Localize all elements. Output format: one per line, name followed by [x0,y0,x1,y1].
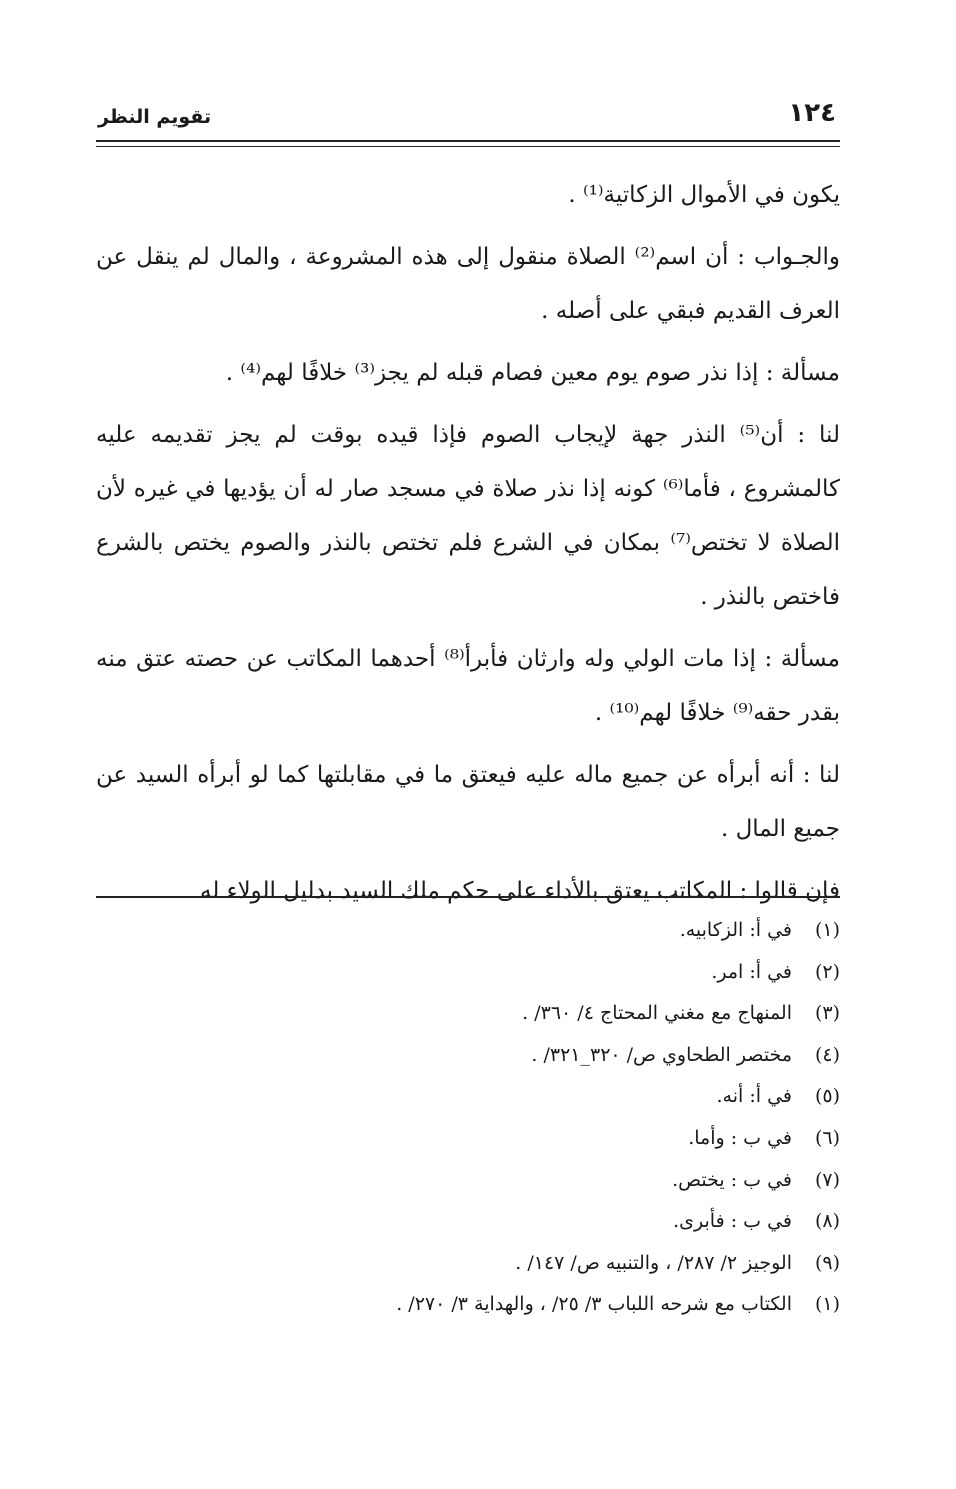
page-number: ١٢٤ [788,98,836,128]
footnote-text: مختصر الطحاوي ص/ ٣٢٠_٣٢١/ . [531,1043,792,1066]
footnote-text: في أ: أنه. [716,1085,792,1108]
footnote-separator [96,896,840,898]
footnote-text: الكتاب مع شرحه اللباب ٣/ ٢٥/ ، والهداية ٣/ ٢٧٠/ . [396,1293,792,1316]
footnote-item [96,1243,840,1285]
footnote-number: (٢) [814,960,840,983]
footnote-text: في ب : يختص. [672,1168,792,1191]
footnote-text: في ب : فأبرى. [673,1210,792,1233]
paragraph: فإن قالوا : المكاتب يعتق بالأداء على حكم ملك السيد بدليل الولاء له [199,878,840,904]
footnote-number: (٥) [814,1085,840,1108]
book-page [96,92,840,1316]
running-title: تقويم النظر [98,106,212,128]
header-rule [96,140,840,142]
page-header [96,92,840,136]
footnote-item [96,952,840,994]
footnote-text: الوجيز ٢/ ٢٨٧/ ، والتنبيه ص/ ١٤٧/ . [515,1251,792,1274]
footnote-number: (٤) [814,1043,840,1066]
footnote-item [96,910,840,952]
footnote-item [96,1076,840,1118]
paragraph: يكون في الأموال الزكاتية⁽¹⁾ . [568,182,840,208]
footnote-number: (٦) [814,1126,840,1149]
main-text [96,168,840,926]
footnote-text: في أ: امر. [711,960,792,983]
footnote-number: (١) [814,919,840,941]
footnote-number: (١) [814,1293,840,1316]
paragraph: مسألة : إذا نذر صوم يوم معين فصام قبله لم يجز⁽³⁾ خلافًا لهم⁽⁴⁾ . [225,360,840,386]
footnote-item [96,1118,840,1160]
footnote-number: (٣) [814,1002,840,1025]
paragraph: لنا : أنه أبرأه عن جميع ماله عليه فيعتق ما في مقابلتها كما لو أبرأه السيد عن جميع المال . [96,762,840,842]
footnote-text: المنهاج مع مغني المحتاج ٤/ ٣٦٠/ . [522,1002,792,1025]
footnote-item [96,1201,840,1243]
footnote-item [96,1160,840,1202]
paragraph: لنا : أن⁽⁵⁾ النذر جهة لإيجاب الصوم فإذا قيده بوقت لم يجز تقديمه عليه كالمشروع ، فأما⁽⁶⁾ كونه إذا نذر صلاة في مسجد صار له أن يؤديها في غيره لأن الصلاة لا تختص⁽⁷⁾ بمكان في الشرع فلم تختص بالنذر والصوم يختص بالشرع فاختص بالنذر . [96,422,840,610]
footnote-item [96,993,840,1035]
footnotes-list [96,910,840,1326]
header-rule-thin [96,146,840,147]
footnote-item [96,1035,840,1077]
footnote-item [96,1284,840,1326]
footnote-text: في أ: الزكابيه. [679,919,792,941]
footnote-text: في ب : وأما. [688,1126,792,1149]
paragraph: والجـواب : أن اسم⁽²⁾ الصلاة منقول إلى هذه المشروعة ، والمال لم ينقل عن العرف القديم فبقي على أصله . [96,244,840,324]
footnote-number: (٨) [814,1210,840,1233]
paragraph: مسألة : إذا مات الولي وله وارثان فأبرأ⁽⁸⁾ أحدهما المكاتب عن حصته عتق منه بقدر حقه⁽⁹⁾ خلافًا لهم⁽¹⁰⁾ . [96,646,840,726]
footnote-number: (٧) [814,1168,840,1191]
footnote-number: (٩) [814,1251,840,1274]
